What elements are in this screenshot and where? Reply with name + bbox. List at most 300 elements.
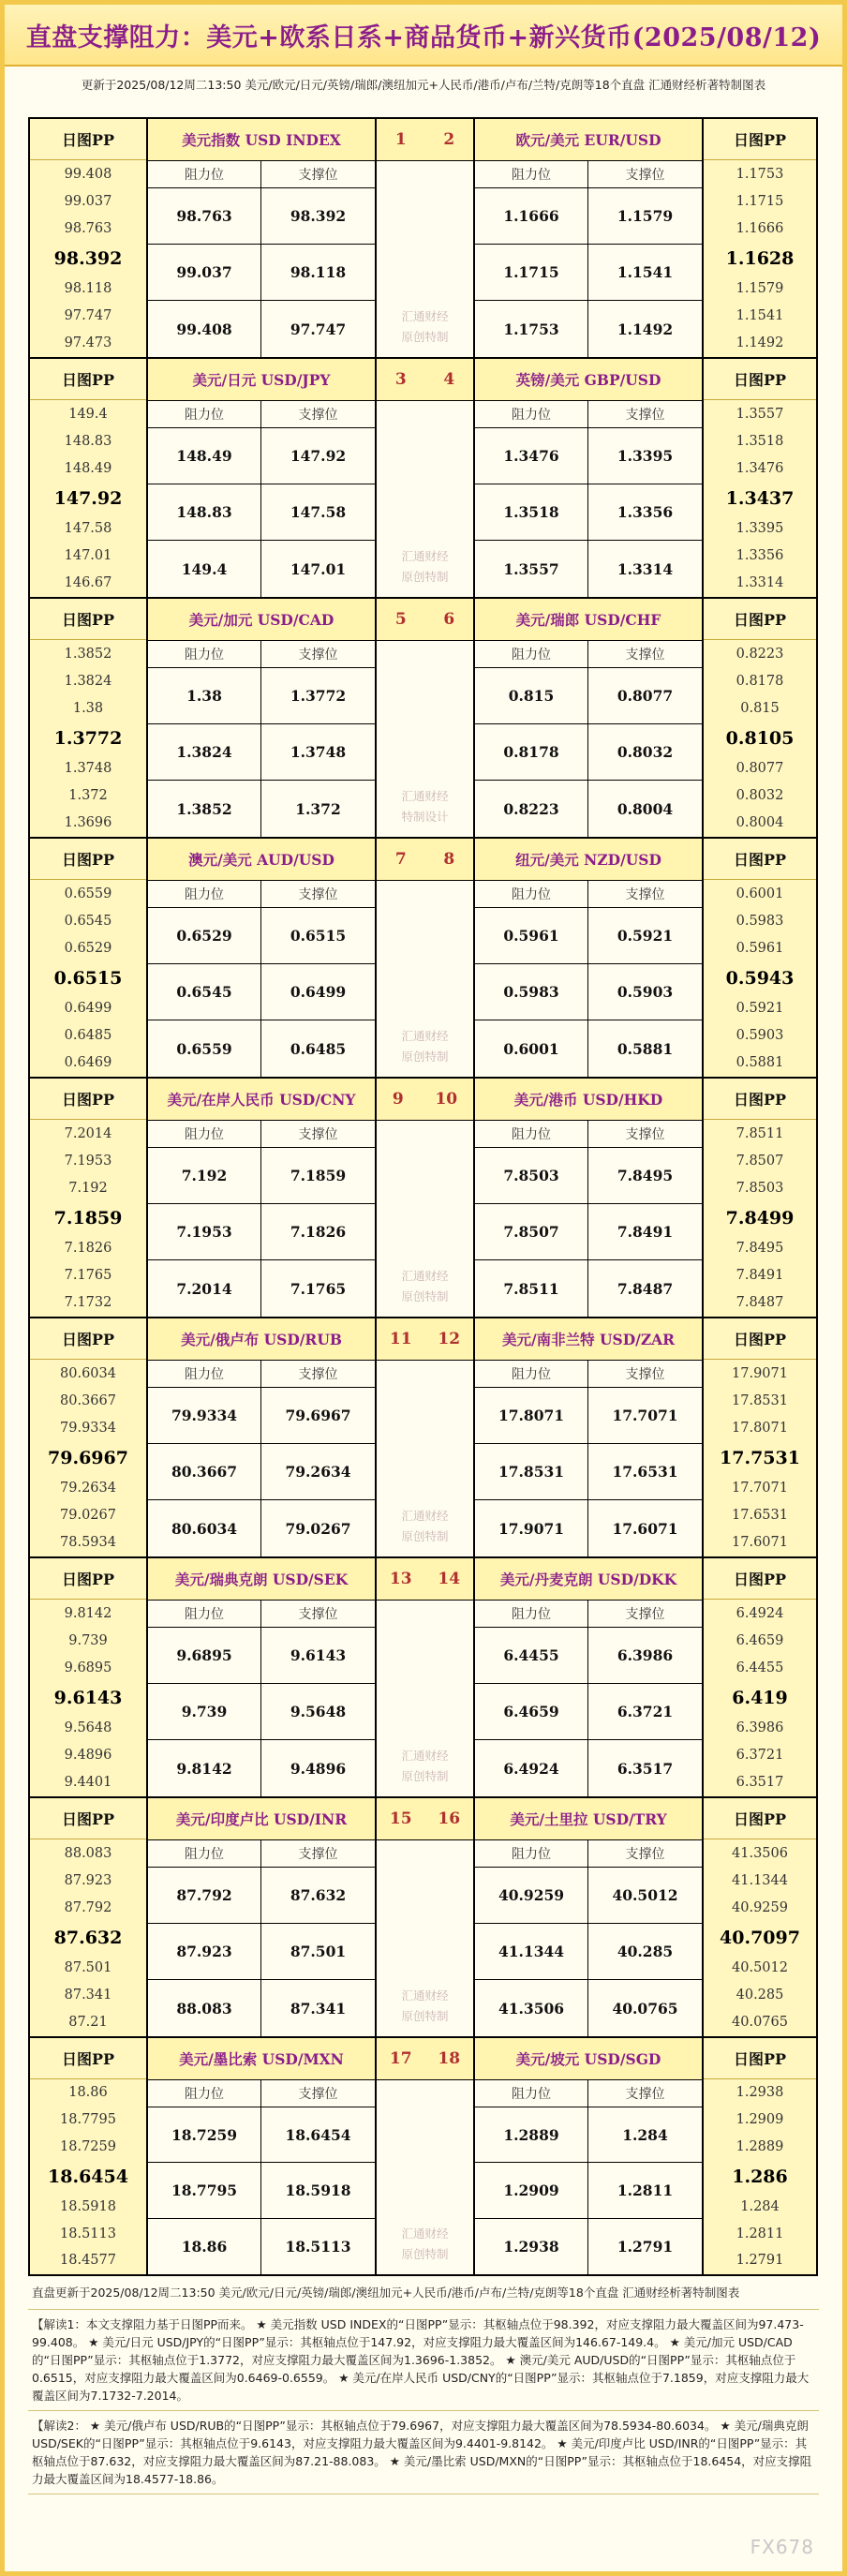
pivot-value: 0.5943: [725, 967, 795, 989]
right-pp-rail: [702, 119, 818, 357]
pair-name: 英镑/美元 GBP/USD: [475, 359, 702, 401]
block-number: 1: [394, 130, 407, 149]
block-number: 14: [438, 1570, 461, 1588]
pp-rail-header: 日图PP: [704, 1079, 816, 1120]
support-value: 79.6967: [285, 1407, 351, 1424]
block-number-column: [377, 1318, 473, 1556]
pp-level-value: 7.1765: [64, 1268, 112, 1284]
pp-level-value: 99.037: [64, 193, 112, 209]
support-value: 1.2791: [617, 2237, 674, 2256]
resistance-value: 17.9071: [475, 1500, 588, 1556]
pair-block: [28, 1317, 818, 1556]
watermark-line: 原创特制: [401, 1289, 449, 1303]
pp-level-value: 0.815: [740, 700, 780, 716]
pp-rail-header: 日图PP: [30, 599, 146, 640]
support-value: 18.5113: [285, 2237, 351, 2256]
pp-level-value: 9.739: [68, 1632, 108, 1648]
pair-column-header: [148, 1361, 375, 1388]
pivot-value: 87.632: [53, 1927, 123, 1948]
table-row: [475, 1740, 702, 1796]
pp-level-value: 6.4924: [736, 1605, 784, 1621]
pp-level-value: 1.2938: [736, 2085, 784, 2101]
table-row: [475, 245, 702, 301]
watermark-line: 原创特制: [401, 330, 449, 344]
pivot-value: 98.392: [53, 247, 123, 269]
support-value: 1.284: [622, 2125, 668, 2144]
pp-level-value: 79.9334: [60, 1420, 116, 1436]
pp-level-value: 9.6895: [64, 1660, 112, 1675]
watermark-area: [377, 1601, 473, 1796]
support-header: 支撑位: [588, 641, 702, 667]
pair-name: 美元/丹麦克朗 USD/DKK: [475, 1558, 702, 1601]
support-value: 7.1765: [290, 1279, 347, 1298]
support-value: 1.372: [295, 799, 341, 818]
pp-level-value: 18.7259: [60, 2139, 116, 2155]
pp-level-value: 18.86: [68, 2085, 108, 2101]
pp-rail-values: [30, 2079, 146, 2274]
resistance-value: 1.1715: [475, 245, 588, 300]
pp-level-value: 7.192: [68, 1180, 108, 1196]
resistance-value: 0.8178: [475, 724, 588, 780]
pivot-value: 6.419: [732, 1687, 788, 1708]
support-value: 0.5881: [617, 1039, 674, 1058]
pp-level-value: 7.8495: [736, 1241, 784, 1257]
pp-level-value: 1.3852: [64, 646, 112, 662]
pp-level-value: 1.284: [740, 2198, 780, 2214]
block-number-column: [377, 599, 473, 837]
watermark: [377, 1026, 473, 1067]
pair-name: 美元/南非兰特 USD/ZAR: [475, 1318, 702, 1361]
support-value: 87.632: [290, 1886, 347, 1904]
pp-rail-values: [704, 2079, 816, 2274]
pp-level-value: 7.8503: [736, 1180, 784, 1196]
resistance-value: 6.4924: [475, 1740, 588, 1796]
pp-level-value: 41.1344: [732, 1872, 788, 1888]
support-value: 9.6143: [290, 1646, 347, 1664]
pp-level-value: 17.7071: [732, 1481, 788, 1496]
pair-name: 美元/日元 USD/JPY: [148, 359, 375, 401]
pair-rows: [475, 1868, 702, 2036]
pp-level-value: 147.01: [64, 548, 112, 564]
pair-name: 纽元/美元 NZD/USD: [475, 839, 702, 881]
pair-rows: [475, 668, 702, 837]
watermark-line: 汇通财经: [401, 1509, 449, 1523]
support-header: 支撑位: [261, 641, 375, 667]
resistance-value: 1.1753: [475, 301, 588, 357]
pp-level-value: 40.5012: [732, 1960, 788, 1976]
support-value: 40.5012: [612, 1886, 678, 1904]
pp-level-value: 0.5903: [736, 1028, 784, 1044]
support-header: 支撑位: [261, 401, 375, 427]
pp-level-value: 78.5934: [60, 1535, 116, 1551]
pp-level-value: 98.763: [64, 220, 112, 236]
watermark-area: [377, 1121, 473, 1317]
table-row: [148, 1500, 375, 1556]
support-value: 1.1579: [617, 207, 674, 225]
left-pair-table: [148, 1079, 377, 1317]
pivot-value: 0.8105: [725, 727, 795, 749]
left-pp-rail: [28, 1798, 148, 2036]
resistance-value: 17.8071: [475, 1388, 588, 1443]
pp-level-value: 0.6499: [64, 1001, 112, 1017]
resistance-value: 1.3476: [475, 428, 588, 484]
pp-level-value: 1.1753: [736, 166, 784, 182]
pair-rows: [475, 1148, 702, 1317]
table-row: [148, 1628, 375, 1684]
pp-level-value: 1.38: [72, 700, 104, 716]
pp-rail-header: 日图PP: [30, 2038, 146, 2079]
resistance-value: 99.037: [148, 245, 261, 300]
resistance-value: 0.5961: [475, 908, 588, 963]
pp-level-value: 0.6559: [64, 886, 112, 901]
support-value: 1.3772: [290, 687, 347, 705]
pp-rail-values: [704, 1600, 816, 1796]
pp-level-value: 79.2634: [60, 1481, 116, 1496]
fx678-logo: FX678: [750, 2536, 814, 2558]
pair-column-header: [148, 1121, 375, 1148]
resistance-value: 1.2889: [475, 2107, 588, 2162]
pp-rail-values: [30, 1360, 146, 1556]
resistance-header: 阻力位: [148, 641, 261, 667]
pp-level-value: 148.83: [64, 433, 112, 449]
pp-level-value: 1.3824: [64, 673, 112, 689]
pp-level-value: 0.8077: [736, 761, 784, 777]
pp-level-value: 1.1579: [736, 281, 784, 297]
block-numbers: [377, 839, 473, 881]
pp-level-value: 97.747: [64, 308, 112, 324]
resistance-header: 阻力位: [475, 1840, 588, 1867]
pp-level-value: 40.285: [736, 1988, 784, 2003]
pp-rail-values: [704, 1839, 816, 2036]
right-pair-table: [473, 1318, 702, 1556]
watermark: [377, 1506, 473, 1547]
pair-name: 美元/瑞典克朗 USD/SEK: [148, 1558, 375, 1601]
pp-level-value: 9.8142: [64, 1605, 112, 1621]
table-row: [475, 541, 702, 597]
resistance-header: 阻力位: [475, 1121, 588, 1147]
block-number: 4: [443, 370, 455, 389]
table-row: [148, 484, 375, 541]
pp-level-value: 147.58: [64, 521, 112, 537]
resistance-header: 阻力位: [475, 161, 588, 187]
block-number: 17: [389, 2049, 412, 2068]
support-value: 0.6485: [290, 1039, 347, 1058]
pp-level-value: 0.5961: [736, 940, 784, 956]
resistance-value: 1.3518: [475, 484, 588, 540]
right-pp-rail: [702, 359, 818, 597]
support-header: 支撑位: [261, 1601, 375, 1627]
resistance-value: 1.3824: [148, 724, 261, 780]
watermark-line: 原创特制: [401, 1769, 449, 1783]
pair-name: 欧元/美元 EUR/USD: [475, 119, 702, 161]
watermark: [377, 306, 473, 348]
pp-rail-header: 日图PP: [30, 1798, 146, 1839]
support-value: 0.5921: [617, 927, 674, 945]
pair-name: 美元/瑞郎 USD/CHF: [475, 599, 702, 641]
pair-block: [28, 597, 818, 837]
pp-level-value: 9.4401: [64, 1775, 112, 1791]
table-row: [475, 484, 702, 541]
pivot-value: 7.8499: [725, 1207, 795, 1228]
table-row: [475, 1204, 702, 1260]
pair-column-header: [148, 881, 375, 908]
block-numbers: [377, 1798, 473, 1840]
pp-level-value: 6.4659: [736, 1632, 784, 1648]
pp-level-value: 1.1492: [736, 335, 784, 351]
left-pp-rail: [28, 2038, 148, 2274]
resistance-value: 148.83: [148, 484, 261, 540]
support-header: 支撑位: [588, 881, 702, 907]
resistance-header: 阻力位: [475, 1601, 588, 1627]
support-value: 40.0765: [612, 1999, 678, 2018]
support-value: 7.1859: [290, 1167, 347, 1184]
right-pp-rail: [702, 2038, 818, 2274]
pivot-value: 9.6143: [53, 1687, 123, 1708]
pp-rail-header: 日图PP: [704, 1558, 816, 1600]
pp-rail-header: 日图PP: [30, 1558, 146, 1600]
pair-name: 美元/墨比索 USD/MXN: [148, 2038, 375, 2080]
resistance-value: 99.408: [148, 301, 261, 357]
support-header: 支撑位: [588, 1121, 702, 1147]
pair-block: [28, 1077, 818, 1317]
block-number: 7: [394, 850, 407, 869]
pp-level-value: 17.6071: [732, 1535, 788, 1551]
pair-column-header: [475, 2080, 702, 2107]
pp-level-value: 9.4896: [64, 1748, 112, 1764]
pair-rows: [148, 908, 375, 1077]
pp-level-value: 0.5921: [736, 1001, 784, 1017]
support-value: 1.3748: [290, 743, 347, 761]
pair-name: 美元/港币 USD/HKD: [475, 1079, 702, 1121]
resistance-value: 7.192: [148, 1148, 261, 1203]
pair-rows: [148, 428, 375, 597]
pp-level-value: 87.501: [64, 1960, 112, 1976]
pp-level-value: 17.8071: [732, 1420, 788, 1436]
table-row: [475, 1260, 702, 1317]
watermark-area: [377, 1361, 473, 1556]
left-pair-table: [148, 1318, 377, 1556]
pp-level-value: 0.8004: [736, 815, 784, 831]
pp-rail-header: 日图PP: [30, 359, 146, 400]
pivot-value: 18.6454: [48, 2166, 128, 2187]
table-row: [475, 1684, 702, 1740]
pp-level-value: 79.0267: [60, 1508, 116, 1524]
right-pp-rail: [702, 1079, 818, 1317]
table-row: [148, 908, 375, 964]
block-number: 15: [389, 1809, 412, 1828]
pp-level-value: 98.118: [64, 281, 112, 297]
right-pair-table: [473, 119, 702, 357]
pp-level-value: 0.6485: [64, 1028, 112, 1044]
pair-name: 美元/印度卢比 USD/INR: [148, 1798, 375, 1840]
resistance-value: 98.763: [148, 188, 261, 244]
resistance-header: 阻力位: [148, 881, 261, 907]
left-pp-rail: [28, 1318, 148, 1556]
resistance-value: 9.8142: [148, 1740, 261, 1796]
pair-block: [28, 1796, 818, 2036]
left-pair-table: [148, 599, 377, 837]
left-pair-table: [148, 1798, 377, 2036]
block-numbers: [377, 1079, 473, 1121]
pp-level-value: 40.9259: [732, 1899, 788, 1915]
pp-rail-values: [704, 640, 816, 837]
watermark-line: 汇通财经: [401, 1269, 449, 1283]
right-pp-rail: [702, 839, 818, 1077]
pivot-value: 7.1859: [53, 1207, 123, 1228]
pp-level-value: 1.372: [68, 788, 108, 804]
pp-level-value: 1.3314: [736, 575, 784, 591]
pp-level-value: 7.8491: [736, 1268, 784, 1284]
block-numbers: [377, 2038, 473, 2080]
support-header: 支撑位: [588, 2080, 702, 2107]
pair-name: 澳元/美元 AUD/USD: [148, 839, 375, 881]
pp-rail-values: [704, 400, 816, 597]
resistance-value: 0.815: [475, 668, 588, 723]
resistance-header: 阻力位: [475, 641, 588, 667]
pair-column-header: [475, 1840, 702, 1868]
pp-rail-values: [30, 1600, 146, 1796]
resistance-value: 41.3506: [475, 1980, 588, 2036]
resistance-value: 7.1953: [148, 1204, 261, 1259]
pair-name: 美元/俄卢布 USD/RUB: [148, 1318, 375, 1361]
support-header: 支撑位: [261, 2080, 375, 2107]
support-value: 7.8491: [617, 1223, 674, 1241]
watermark-line: 汇通财经: [401, 309, 449, 323]
block-number: 8: [443, 850, 455, 869]
pp-level-value: 6.3986: [736, 1720, 784, 1736]
pp-level-value: 1.1666: [736, 220, 784, 236]
resistance-value: 0.6545: [148, 964, 261, 1020]
pair-rows: [148, 1628, 375, 1796]
table-row: [475, 964, 702, 1020]
resistance-value: 18.7795: [148, 2163, 261, 2217]
table-row: [148, 781, 375, 837]
support-header: 支撑位: [261, 881, 375, 907]
support-header: 支撑位: [588, 1361, 702, 1387]
table-row: [475, 1924, 702, 1980]
pp-level-value: 87.923: [64, 1872, 112, 1888]
resistance-value: 88.083: [148, 1980, 261, 2036]
watermark-line: 原创特制: [401, 570, 449, 584]
pair-block: [28, 357, 818, 597]
table-row: [475, 1980, 702, 2036]
pivot-value: 1.286: [732, 2166, 788, 2187]
left-pp-rail: [28, 839, 148, 1077]
pp-level-value: 17.6531: [732, 1508, 788, 1524]
resistance-value: 6.4659: [475, 1684, 588, 1739]
watermark-line: 特制设计: [401, 810, 449, 824]
support-value: 79.0267: [285, 1519, 351, 1538]
pp-level-value: 148.49: [64, 460, 112, 476]
pp-level-value: 97.473: [64, 335, 112, 351]
block-number: 13: [389, 1570, 412, 1588]
resistance-value: 0.5983: [475, 964, 588, 1020]
watermark: [377, 546, 473, 588]
pair-column-header: [475, 641, 702, 668]
watermark-line: 汇通财经: [401, 1029, 449, 1043]
support-value: 0.6499: [290, 983, 347, 1001]
pp-level-value: 1.3395: [736, 521, 784, 537]
pp-level-value: 1.3748: [64, 761, 112, 777]
pp-level-value: 18.5918: [60, 2198, 116, 2214]
support-value: 7.8495: [617, 1167, 674, 1184]
pp-level-value: 1.3696: [64, 815, 112, 831]
pivot-value: 79.6967: [48, 1447, 128, 1468]
pp-rail-values: [704, 1360, 816, 1556]
block-number: 11: [389, 1330, 412, 1348]
support-value: 1.1492: [617, 320, 674, 338]
pp-level-value: 1.3557: [736, 406, 784, 422]
pair-block: [28, 117, 818, 357]
pair-rows: [475, 908, 702, 1077]
right-pair-table: [473, 1558, 702, 1796]
resistance-value: 80.3667: [148, 1444, 261, 1499]
watermark: [377, 1986, 473, 2027]
pp-rail-values: [30, 400, 146, 597]
table-row: [148, 1204, 375, 1260]
support-value: 18.6454: [285, 2125, 351, 2144]
pp-level-value: 0.8032: [736, 788, 784, 804]
support-value: 17.6531: [612, 1463, 678, 1481]
support-value: 0.5903: [617, 983, 674, 1001]
table-row: [148, 1020, 375, 1077]
pair-column-header: [148, 1601, 375, 1628]
resistance-value: 0.6559: [148, 1020, 261, 1077]
pp-rail-header: 日图PP: [30, 839, 146, 880]
table-row: [475, 1020, 702, 1077]
left-pp-rail: [28, 1079, 148, 1317]
resistance-value: 41.1344: [475, 1924, 588, 1979]
support-value: 0.8032: [617, 743, 674, 761]
resistance-value: 148.49: [148, 428, 261, 484]
pp-level-value: 6.3517: [736, 1775, 784, 1791]
support-value: 147.92: [290, 447, 347, 465]
pair-block: [28, 837, 818, 1077]
resistance-value: 1.38: [148, 668, 261, 723]
table-row: [475, 188, 702, 245]
table-row: [475, 1868, 702, 1924]
resistance-value: 18.86: [148, 2219, 261, 2274]
table-row: [148, 2107, 375, 2163]
pp-rail-header: 日图PP: [30, 1079, 146, 1120]
pp-level-value: 1.2791: [736, 2253, 784, 2269]
resistance-header: 阻力位: [475, 881, 588, 907]
pp-level-value: 1.3356: [736, 548, 784, 564]
table-row: [148, 1868, 375, 1924]
pair-column-header: [475, 1361, 702, 1388]
left-pair-table: [148, 359, 377, 597]
explain-1: 【解读1：本文支撑阻力基于日图PP而来。 ★ 美元指数 USD INDEX的“日图PP”显示：其枢轴点位于98.392，对应支撑阻力最大覆盖区间为97.473-99.408。 ★ 美元/日元 USD/JPY的“日图PP”显示：其枢轴点位于147.92，对应支撑阻力最大覆盖区间为146.67-149.4。 ★ 美元/加元 USD/CAD的“日图PP”显示：其枢轴点位于1.3772，对应支撑阻力最大覆盖区间为1.3696-1.3852。 ★ 澳元/美元 AUD/USD的“日图PP”显示：其枢轴点位于0.6515，对应支撑阻力最大覆盖区间为0.6469-0.6559。 ★ 美元/在岸人民币 USD/CNY的“日图PP”显示：其枢轴点位于7.1859，对应支撑阻力最大覆盖区间为7.1732-7.2014。: [28, 2310, 819, 2411]
pair-rows: [475, 2107, 702, 2274]
table-row: [148, 1388, 375, 1444]
resistance-value: 0.6001: [475, 1020, 588, 1077]
resistance-header: 阻力位: [148, 1601, 261, 1627]
pp-level-value: 99.408: [64, 166, 112, 182]
pair-column-header: [148, 1840, 375, 1868]
pair-column-header: [148, 161, 375, 188]
pp-level-value: 0.8223: [736, 646, 784, 662]
resistance-header: 阻力位: [148, 2080, 261, 2107]
table-row: [475, 2219, 702, 2274]
resistance-header: 阻力位: [148, 161, 261, 187]
pair-name: 美元/土里拉 USD/TRY: [475, 1798, 702, 1840]
support-value: 7.8487: [617, 1279, 674, 1298]
pp-rail-header: 日图PP: [704, 1798, 816, 1839]
pp-level-value: 0.6545: [64, 913, 112, 929]
block-number-column: [377, 1558, 473, 1796]
pair-block: [28, 1556, 818, 1796]
block-numbers: [377, 359, 473, 401]
